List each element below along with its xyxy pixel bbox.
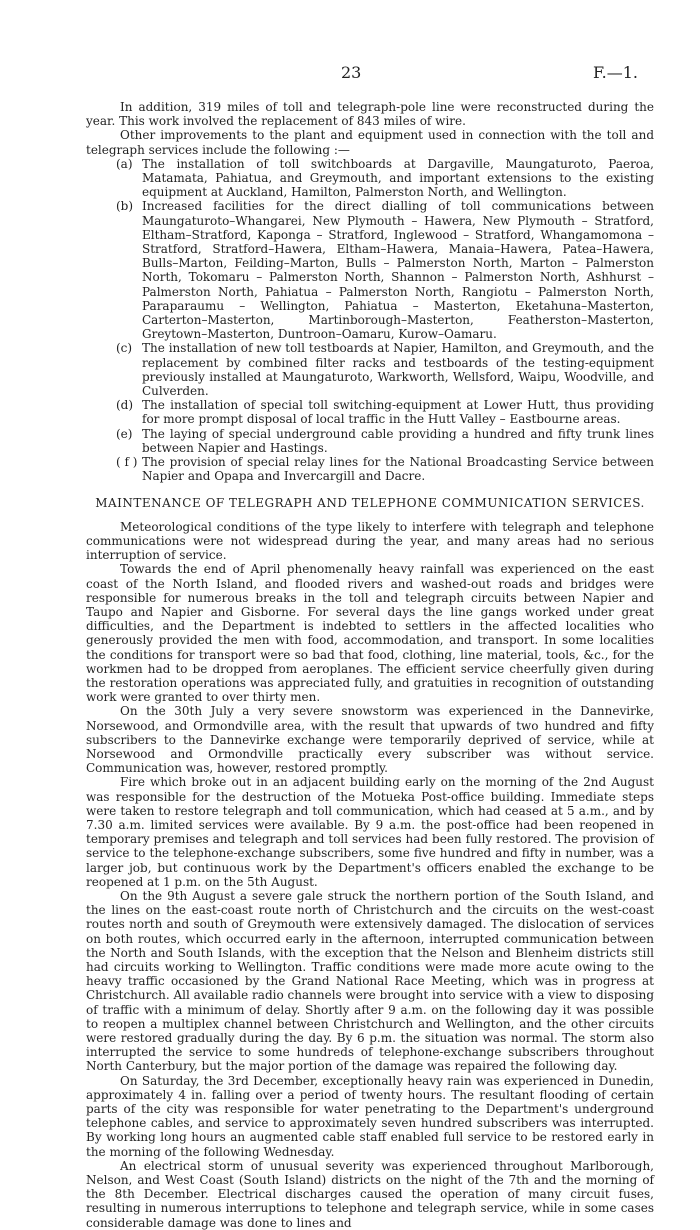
- list-item-label: (e): [116, 426, 133, 441]
- section-heading: MAINTENANCE OF TELEGRAPH AND TELEPHONE COMMUNICATION SERVICES.: [95, 496, 645, 511]
- list-item-label: (c): [116, 341, 133, 356]
- intro-paragraph-1: In addition, 319 miles of toll and telegraph-pole line were reconstructed during the year. This work involved the replacement of 843 miles of wire.: [86, 100, 654, 129]
- body-paragraph: Meteorological conditions of the type likely to interfere with telegraph and telephone communications were not widespread during the year, and many areas had no serious interruption of service.: [86, 519, 654, 563]
- list-item-text: The laying of special underground cable providing a hundred and fifty trunk lines between Napier and Hastings.: [142, 426, 654, 455]
- body-paragraph: Towards the end of April phenomenally heavy rainfall was experienced on the east coast of the North Island, and flooded rivers and washed-out roads and bridges were responsible for numerous breaks in the toll and telegraph circuits between Napier and Taupo and Napier and Gisborne. For several days the line gangs worked under great difficulties, and the Department is indebted to settlers in the affected localities who generously provided the men with food, accommodation, and transport. In some localities the conditions for transport were so bad that food, clothing, line material, tools, &c., for the workmen had to be dropped from aeroplanes. The efficient service cheerfully given during the restoration operations was appreciated fully, and gratuities in recognition of outstanding work were granted to over thirty men.: [86, 562, 654, 705]
- body-paragraph: On the 9th August a severe gale struck the northern portion of the South Island, and the lines on the east-coast route north of Christchurch and the circuits on the west-coast routes north and south of Greymouth were extensively damaged. The dislocation of services on both routes, which occurred early in the afternoon, interrupted communication between the North and South Islands, with the exception that the Nelson and Blenheim districts still had circuits working to Wellington. Traffic conditions were made more acute owing to the heavy traffic occasioned by the Grand National Race Meeting, which was in progress at Christchurch. All available radio channels were brought into service with a view to disposing of traffic with a minimum of delay. Shortly after 9 a.m. on the following day it was possible to reopen a multiplex channel between Christchurch and Wellington, and the other circuits were restored gradually during the day. By 6 p.m. the situation was normal. The storm also interrupted the service to some hundreds of telephone-exchange subscribers throughout North Canterbury, but the major portion of the damage was repaired the following day.: [86, 888, 654, 1074]
- list-item: [86, 341, 654, 398]
- improvements-list: [86, 157, 654, 484]
- page-number: 23: [341, 63, 362, 82]
- list-item-text: The installation of new toll testboards at Napier, Hamilton, and Greymouth, and the replacement by combined filter racks and testboards of the testing-equipment previously installed at Maungaturoto, Warkworth, Wellsford, Waipu, Woodville, and Culverden.: [142, 341, 654, 399]
- page-body: [86, 100, 654, 1230]
- list-item-text: Increased facilities for the direct dialling of toll communications between Maungaturoto–Whangarei, New Plymouth – Hawera, New Plymouth – Stratford, Eltham–Stratford, Kaponga – Stratford, Inglewood – Stratford, Whangamomona – Stratford, Stratford–Hawera, Eltham–Hawera, Manaia–Hawera, Patea–Hawera, Bulls–Marton, Feilding–Marton, Bulls – Palmerston North, Marton – Palmerston North, Tokomaru – Palmerston North, Shannon – Palmerston North, Ashhurst – Palmerston North, Pahiatua – Palmerston North, Rangiotu – Palmerston North, Paraparaumu – Wellington, Pahiatua – Masterton, Eketahuna–Masterton, Carterton–Masterton, Martinborough–Masterton, Featherston–Masterton, Greytown–Masterton, Duntroon–Oamaru, Kurow–Oamaru.: [142, 199, 654, 342]
- list-item: [86, 157, 654, 200]
- list-item-label: (a): [116, 156, 133, 171]
- list-item: [86, 199, 654, 341]
- list-item-text: The installation of toll switchboards at Dargaville, Maungaturoto, Paeroa, Matamata, Pahiatua, and Greymouth, and important extensions to the existing equipment at Auckland, Hamilton, Palmerston North, and Wellington.: [142, 156, 654, 200]
- list-item-text: The provision of special relay lines for the National Broadcasting Service between Napier and Opapa and Invercargill and Dacre.: [142, 455, 654, 484]
- list-item-label: (d): [116, 398, 134, 413]
- list-item-label: ( f ): [116, 455, 138, 470]
- intro-paragraph-2: Other improvements to the plant and equipment used in connection with the toll and telegraph services include the following :—: [86, 128, 654, 157]
- body-paragraph: On the 30th July a very severe snowstorm was experienced in the Dannevirke, Norsewood, and Ormondville area, with the result that upwards of two hundred and fifty subscribers to the Dannevirke exchange were temporarily deprived of service, while at Norsewood and Ormondville practically every subscriber was without service. Communication was, however, restored promptly.: [86, 704, 654, 776]
- document-reference: F.—1.: [593, 63, 638, 82]
- list-item-label: (b): [116, 199, 134, 214]
- body-paragraph: An electrical storm of unusual severity was experienced throughout Marlborough, Nelson, and West Coast (South Island) districts on the night of the 7th and the morning of the 8th December. Electrical discharges caused the operation of many circuit fuses, resulting in numerous interruptions to telephone and telegraph service, while in some cases considerable damage was done to lines and: [86, 1158, 654, 1230]
- list-item: [86, 455, 654, 483]
- body-paragraph: On Saturday, the 3rd December, exceptionally heavy rain was experienced in Dunedin, approximately 4 in. falling over a period of twenty hours. The resultant flooding of certain parts of the city was responsible for water penetrating to the Department's underground telephone cables, and service to approximately seven hundred subscribers was interrupted. By working long hours an augmented cable staff enabled full service to be restored early in the morning of the following Wednesday.: [86, 1073, 654, 1159]
- list-item: [86, 398, 654, 426]
- body-paragraph: Fire which broke out in an adjacent building early on the morning of the 2nd August was responsible for the destruction of the Motueka Post-office building. Immediate steps were taken to restore telegraph and toll communication, which had ceased at 5 a.m., and by 7.30 a.m. limited services were available. By 9 a.m. the post-office had been reopened in temporary premises and telegraph and toll services had been fully restored. The provision of service to the telephone-exchange subscribers, some five hundred and fifty in number, was a larger job, but continuous work by the Department's officers enabled the exchange to be reopened at 1 p.m. on the 5th August.: [86, 775, 654, 889]
- list-item-text: The installation of special toll switching-equipment at Lower Hutt, thus providing for more prompt disposal of local traffic in the Hutt Valley – Eastbourne areas.: [142, 398, 654, 427]
- list-item: [86, 427, 654, 455]
